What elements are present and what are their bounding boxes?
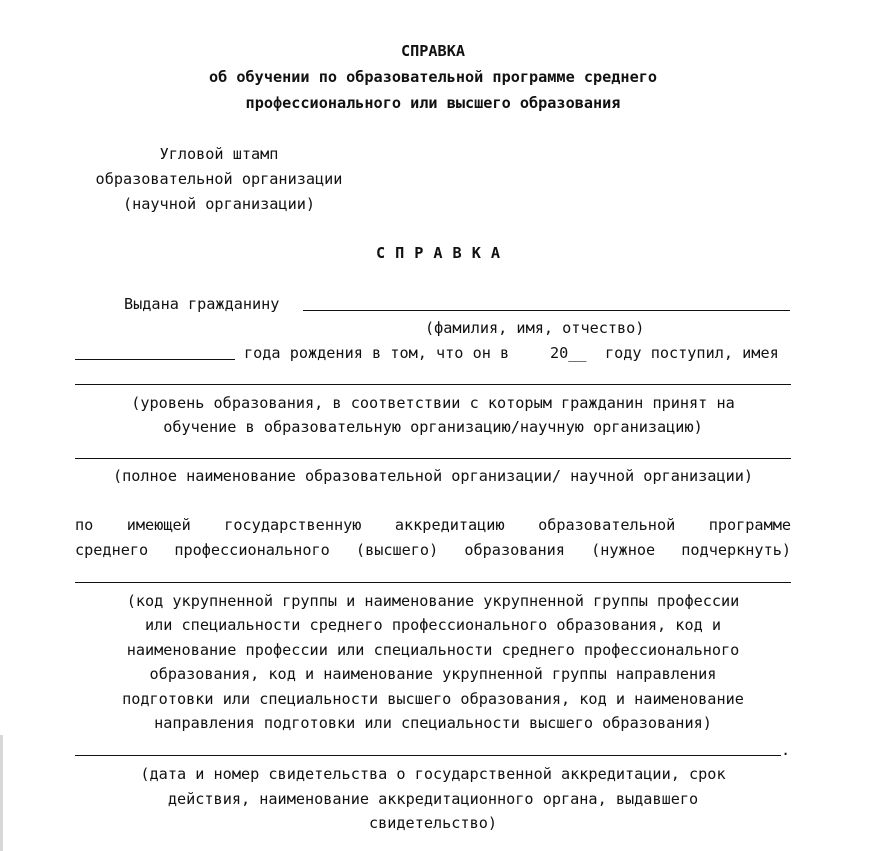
document-title: СПРАВКА [400, 42, 465, 60]
program-word: среднего [75, 541, 149, 559]
program-word: образовательной [538, 516, 676, 534]
education-level-line[interactable] [75, 384, 791, 385]
birth-text: года рождения в том, что он в [244, 344, 510, 362]
specialty-caption-line-1: (код укрупненной группы и наименование укрупненной группы профессии [126, 592, 740, 610]
accreditation-caption-line-2: действия, наименование аккредитационного органа, выдавшего [167, 790, 699, 808]
document-subtitle-line-1: об обучении по образовательной программе среднего [208, 68, 658, 86]
program-word: профессионального [174, 541, 330, 559]
program-word: аккредитацию [394, 516, 505, 534]
program-line-1 [75, 515, 791, 535]
document-subtitle-line-2: профессионального или высшего образования [245, 94, 621, 112]
education-caption-line-1: (уровень образования, в соответствии с которым гражданин принят на [131, 394, 735, 412]
page-edge-shadow [0, 735, 3, 851]
stamp-line-3: (научной организации) [122, 195, 316, 213]
issued-label: Выдана гражданину [124, 295, 280, 313]
fullname-caption: (фамилия, имя, отчество) [425, 319, 645, 337]
accreditation-line[interactable] [75, 755, 781, 756]
program-word: образования [464, 541, 565, 559]
program-word: имеющей [126, 516, 191, 534]
program-word: программе [708, 516, 791, 534]
program-word: (нужное подчеркнуть) [591, 541, 791, 559]
accreditation-period: . [781, 741, 791, 759]
accreditation-caption-line-3: свидетельство) [368, 814, 497, 832]
birth-rest: году поступил, имея [605, 344, 779, 362]
organization-caption: (полное наименование образовательной организации/ научной организации) [112, 467, 754, 485]
fullname-line[interactable] [303, 310, 790, 311]
organization-name-line[interactable] [75, 458, 791, 459]
enrollment-year: 20__ [550, 344, 587, 362]
specialty-caption-line-5: подготовки или специальности высшего образования, код и наименование [122, 690, 744, 708]
specialty-line[interactable] [75, 582, 791, 583]
stamp-line-1: Угловой штамп [159, 145, 279, 163]
program-word: по [75, 516, 94, 534]
education-caption-line-2: обучение в образовательную организацию/научную организацию) [163, 418, 703, 436]
specialty-caption-line-2: или специальности среднего профессионального образования, код и [144, 616, 722, 634]
birth-year-line[interactable] [75, 359, 235, 360]
program-word: (высшего) [355, 541, 439, 559]
accreditation-caption-line-1: (дата и номер свидетельства о государственной аккредитации, срок [140, 765, 726, 783]
specialty-caption-line-6: направления подготовки или специальности высшего образования) [154, 714, 712, 732]
program-word: государственную [224, 516, 362, 534]
body-title: СПРАВКА [375, 244, 510, 262]
specialty-caption-line-3: наименование профессии или специальности среднего профессионального [126, 641, 740, 659]
stamp-line-2: образовательной организации [95, 170, 343, 188]
program-line-2 [75, 540, 791, 560]
specialty-caption-line-4: образования, код и наименование укрупненной группы направления [149, 665, 717, 683]
